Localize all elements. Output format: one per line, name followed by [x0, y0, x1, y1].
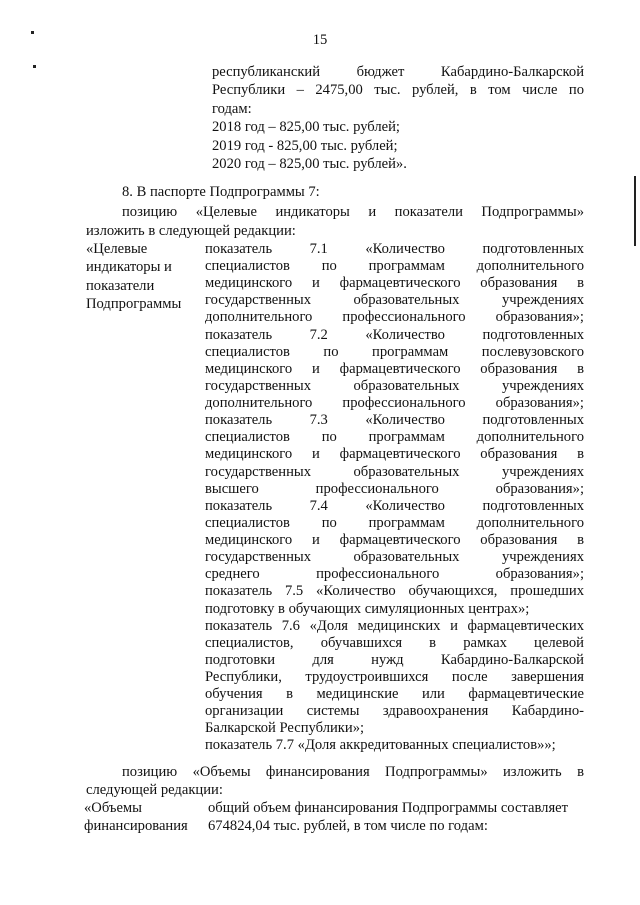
indicators-text-line: показатель 7.1 «Количество подготовленных [205, 241, 584, 257]
indicators-text-line: медицинского и фармацевтического образования в [205, 360, 584, 377]
scan-edge-mark [634, 176, 636, 246]
budget-line: республиканский бюджет Кабардино-Балкарской [212, 64, 584, 80]
indicators-text-line: подготовки для нужд Кабардино-Балкарской [205, 651, 584, 668]
indicators-text-line: среднего профессионального образования»; [205, 566, 584, 583]
indicators-text-line: государственных образовательных учреждениях [205, 377, 584, 394]
funding-intro-cont: следующей редакции: [86, 782, 223, 798]
indicators-text-line: показатель 7.7 «Доля аккредитованных специалистов»»; [205, 737, 556, 754]
indicators-text-line: государственных образовательных учреждениях [205, 292, 584, 309]
budget-line: Республики – 2475,00 тыс. рублей, в том числе по [212, 82, 584, 99]
funding-text-line: общий объем финансирования Подпрограммы составляет [208, 800, 569, 816]
indicators-text-line: подготовку в обучающих симуляционных центрах»; [205, 600, 530, 617]
indicators-text-line: медицинского и фармацевтического образования в [205, 275, 584, 292]
funding-text-line: 674824,04 тыс. рублей, в том числе по годам: [208, 818, 488, 834]
budget-line: 2019 год - 825,00 тыс. рублей; [212, 137, 398, 154]
indicators-text-line: показатель 7.3 «Количество подготовленных [205, 412, 584, 429]
indicators-text-line: государственных образовательных учреждениях [205, 549, 584, 566]
indicators-text-line: показатель 7.2 «Количество подготовленных [205, 326, 584, 343]
indicators-label-line: Подпрограммы [86, 295, 182, 312]
indicators-text-line: Республики, трудоустроившихся после завершения [205, 669, 584, 685]
indicators-text-line: дополнительного профессионального образования»; [205, 309, 584, 326]
indicators-text-line: дополнительного профессионального образования»; [205, 395, 584, 412]
indicators-intro-cont: изложить в следующей редакции: [86, 223, 296, 239]
budget-line: 2020 год – 825,00 тыс. рублей». [212, 156, 407, 172]
indicators-text-line: медицинского и фармацевтического образования в [205, 532, 584, 549]
indicators-label-line: индикаторы и [86, 259, 172, 276]
funding-label-line: финансирования [84, 818, 188, 834]
indicators-text-line: высшего профессионального образования»; [205, 480, 584, 497]
indicators-text-line: организации системы здравоохранения Кабардино- [205, 703, 584, 720]
funding-intro: позицию «Объемы финансирования Подпрограммы» изложить в [122, 764, 584, 780]
indicators-text-line: обучения в медицинские или фармацевтические [205, 686, 584, 703]
indicators-text-line: специалистов по программам дополнительного [205, 429, 584, 446]
indicators-text-line: государственных образовательных учреждениях [205, 463, 584, 480]
indicators-text-line: показатель 7.4 «Количество подготовленных [205, 497, 584, 514]
indicators-text-line: специалистов по программам дополнительного [205, 514, 584, 531]
indicators-text-line: специалистов по программам дополнительного [205, 258, 584, 275]
budget-line: годам: [212, 100, 252, 117]
indicators-label-line: показатели [86, 277, 155, 294]
indicators-text-line: специалистов по программам послевузовского [205, 343, 584, 360]
budget-line: 2018 год – 825,00 тыс. рублей; [212, 119, 400, 136]
indicators-label-line: «Целевые [86, 241, 148, 257]
indicators-text-line: показатель 7.5 «Количество обучающихся, прошедших [205, 583, 584, 600]
indicators-intro: позицию «Целевые индикаторы и показатели Подпрограммы» [122, 204, 584, 220]
indicators-text-line: специалистов, обучавшихся в рамках целевой [205, 634, 584, 651]
indicators-text-line: показатель 7.6 «Доля медицинских и фармацевтических [205, 617, 584, 634]
funding-label-line: «Объемы [84, 800, 142, 816]
page-number: 15 [312, 32, 328, 48]
indicators-text-line: Балкарской Республики»; [205, 720, 365, 737]
indicators-text-line: медицинского и фармацевтического образования в [205, 446, 584, 463]
section-heading: 8. В паспорте Подпрограммы 7: [122, 184, 320, 200]
scan-mark [33, 65, 36, 68]
